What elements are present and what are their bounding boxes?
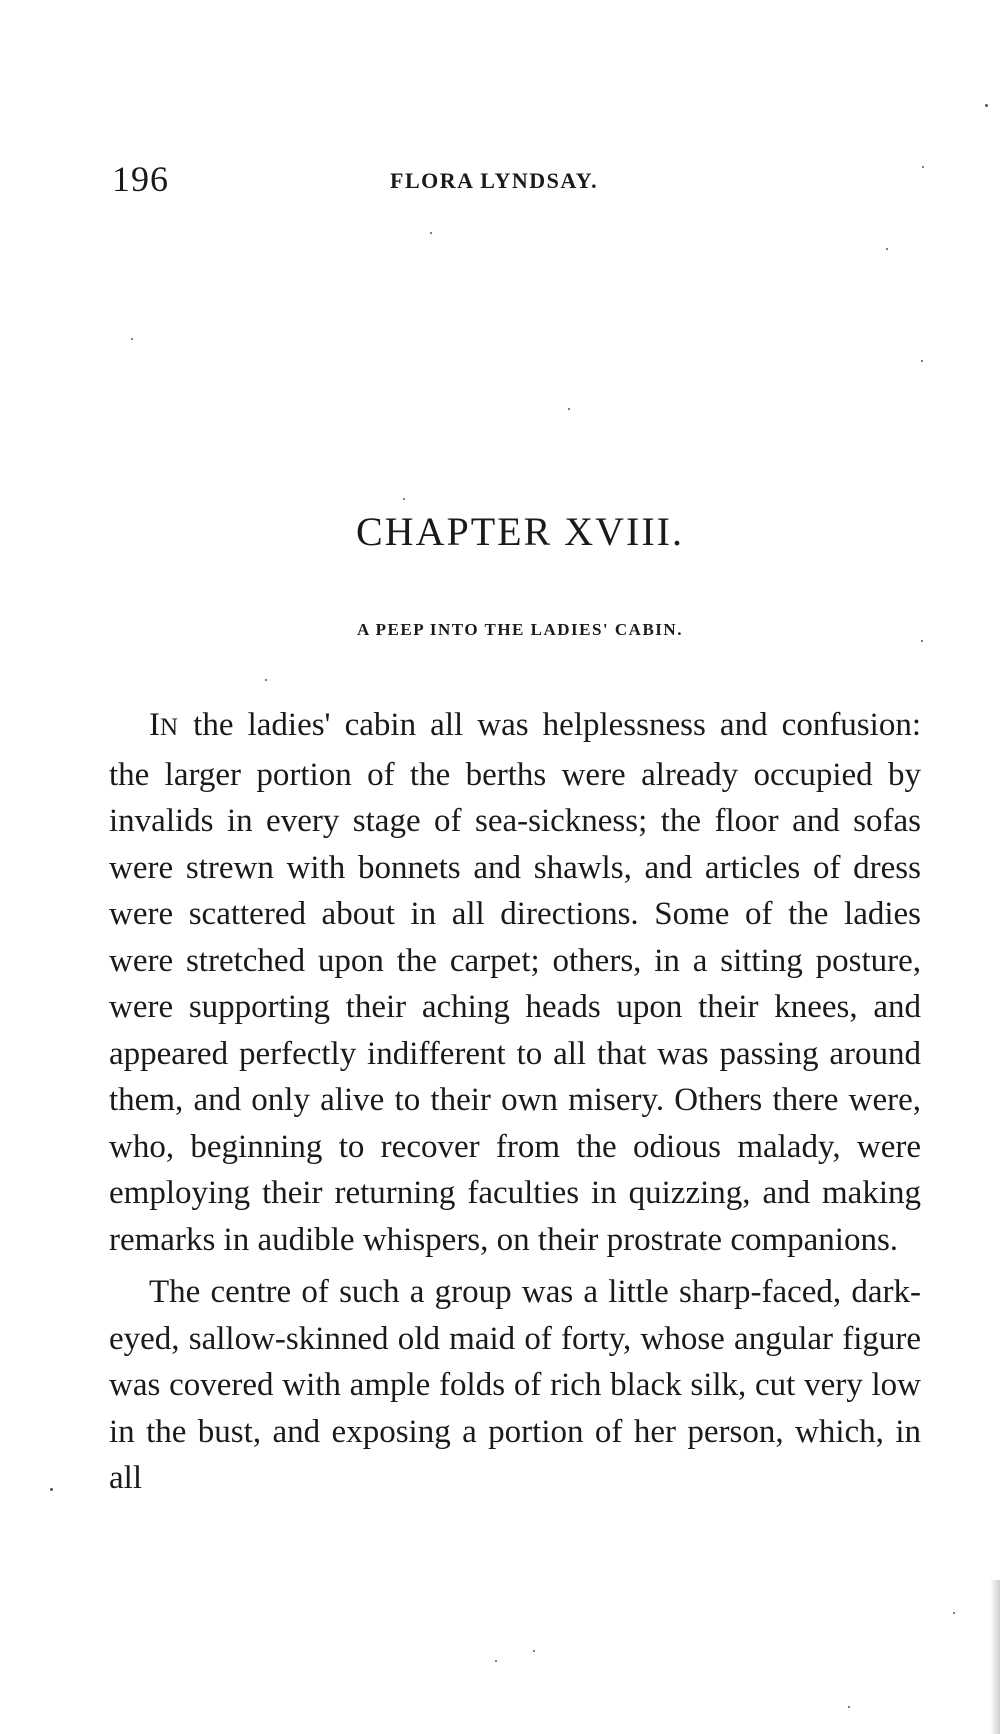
running-title: FLORA LYNDSAY. [390, 168, 599, 193]
body-text [109, 702, 921, 1502]
scan-speck [922, 166, 924, 168]
paragraph-1-text: the ladies' cabin all was helplessness and confusion: the larger portion of the berths were already occupied by invalids in every stage of sea-sickness; the floor and sofas were strewn with bonnets and shawls, and articles of dress were scattered about in all directions. Some of the ladies were stretched upon the carpet; others, in a sitting posture, were supporting their aching heads upon their knees, and appeared perfectly indifferent to all that was passing around them, and only alive to their own misery. Others there were, who, beginning to recover from the odious malady, were employing their returning faculties in quizzing, and making remarks in audible whispers, on their prostrate companions. [109, 707, 921, 1258]
small-caps-initial: N [160, 714, 180, 741]
page-number: 196 [112, 159, 169, 199]
scan-speck [533, 1650, 535, 1652]
scan-speck [886, 248, 888, 250]
scan-speck [430, 232, 432, 234]
scan-speck [495, 1660, 497, 1662]
scan-speck [848, 1706, 850, 1708]
scan-speck [403, 498, 405, 500]
page-edge-shadow [990, 1580, 1000, 1734]
scan-speck [265, 679, 267, 681]
paragraph-1 [109, 702, 921, 1263]
scan-speck [131, 338, 133, 340]
running-head [112, 158, 912, 202]
chapter-subtitle: A PEEP INTO THE LADIES' CABIN. [357, 620, 683, 639]
scan-speck [921, 640, 923, 642]
scan-speck [50, 1488, 53, 1491]
paragraph-2-text: The centre of such a group was a little sharp-faced, dark-eyed, sallow-skinned old maid of forty, whose angular figure was covered with ample folds of rich black silk, cut very low in the bust, and exposing a portion of her person, which, in all [109, 1274, 921, 1496]
scan-speck [921, 360, 923, 362]
scan-speck [568, 408, 570, 410]
drop-cap: I [149, 707, 160, 743]
scan-speck [953, 1612, 955, 1614]
scan-speck [985, 104, 988, 107]
paragraph-2 [109, 1269, 921, 1502]
chapter-heading: CHAPTER XVIII. [356, 509, 684, 554]
